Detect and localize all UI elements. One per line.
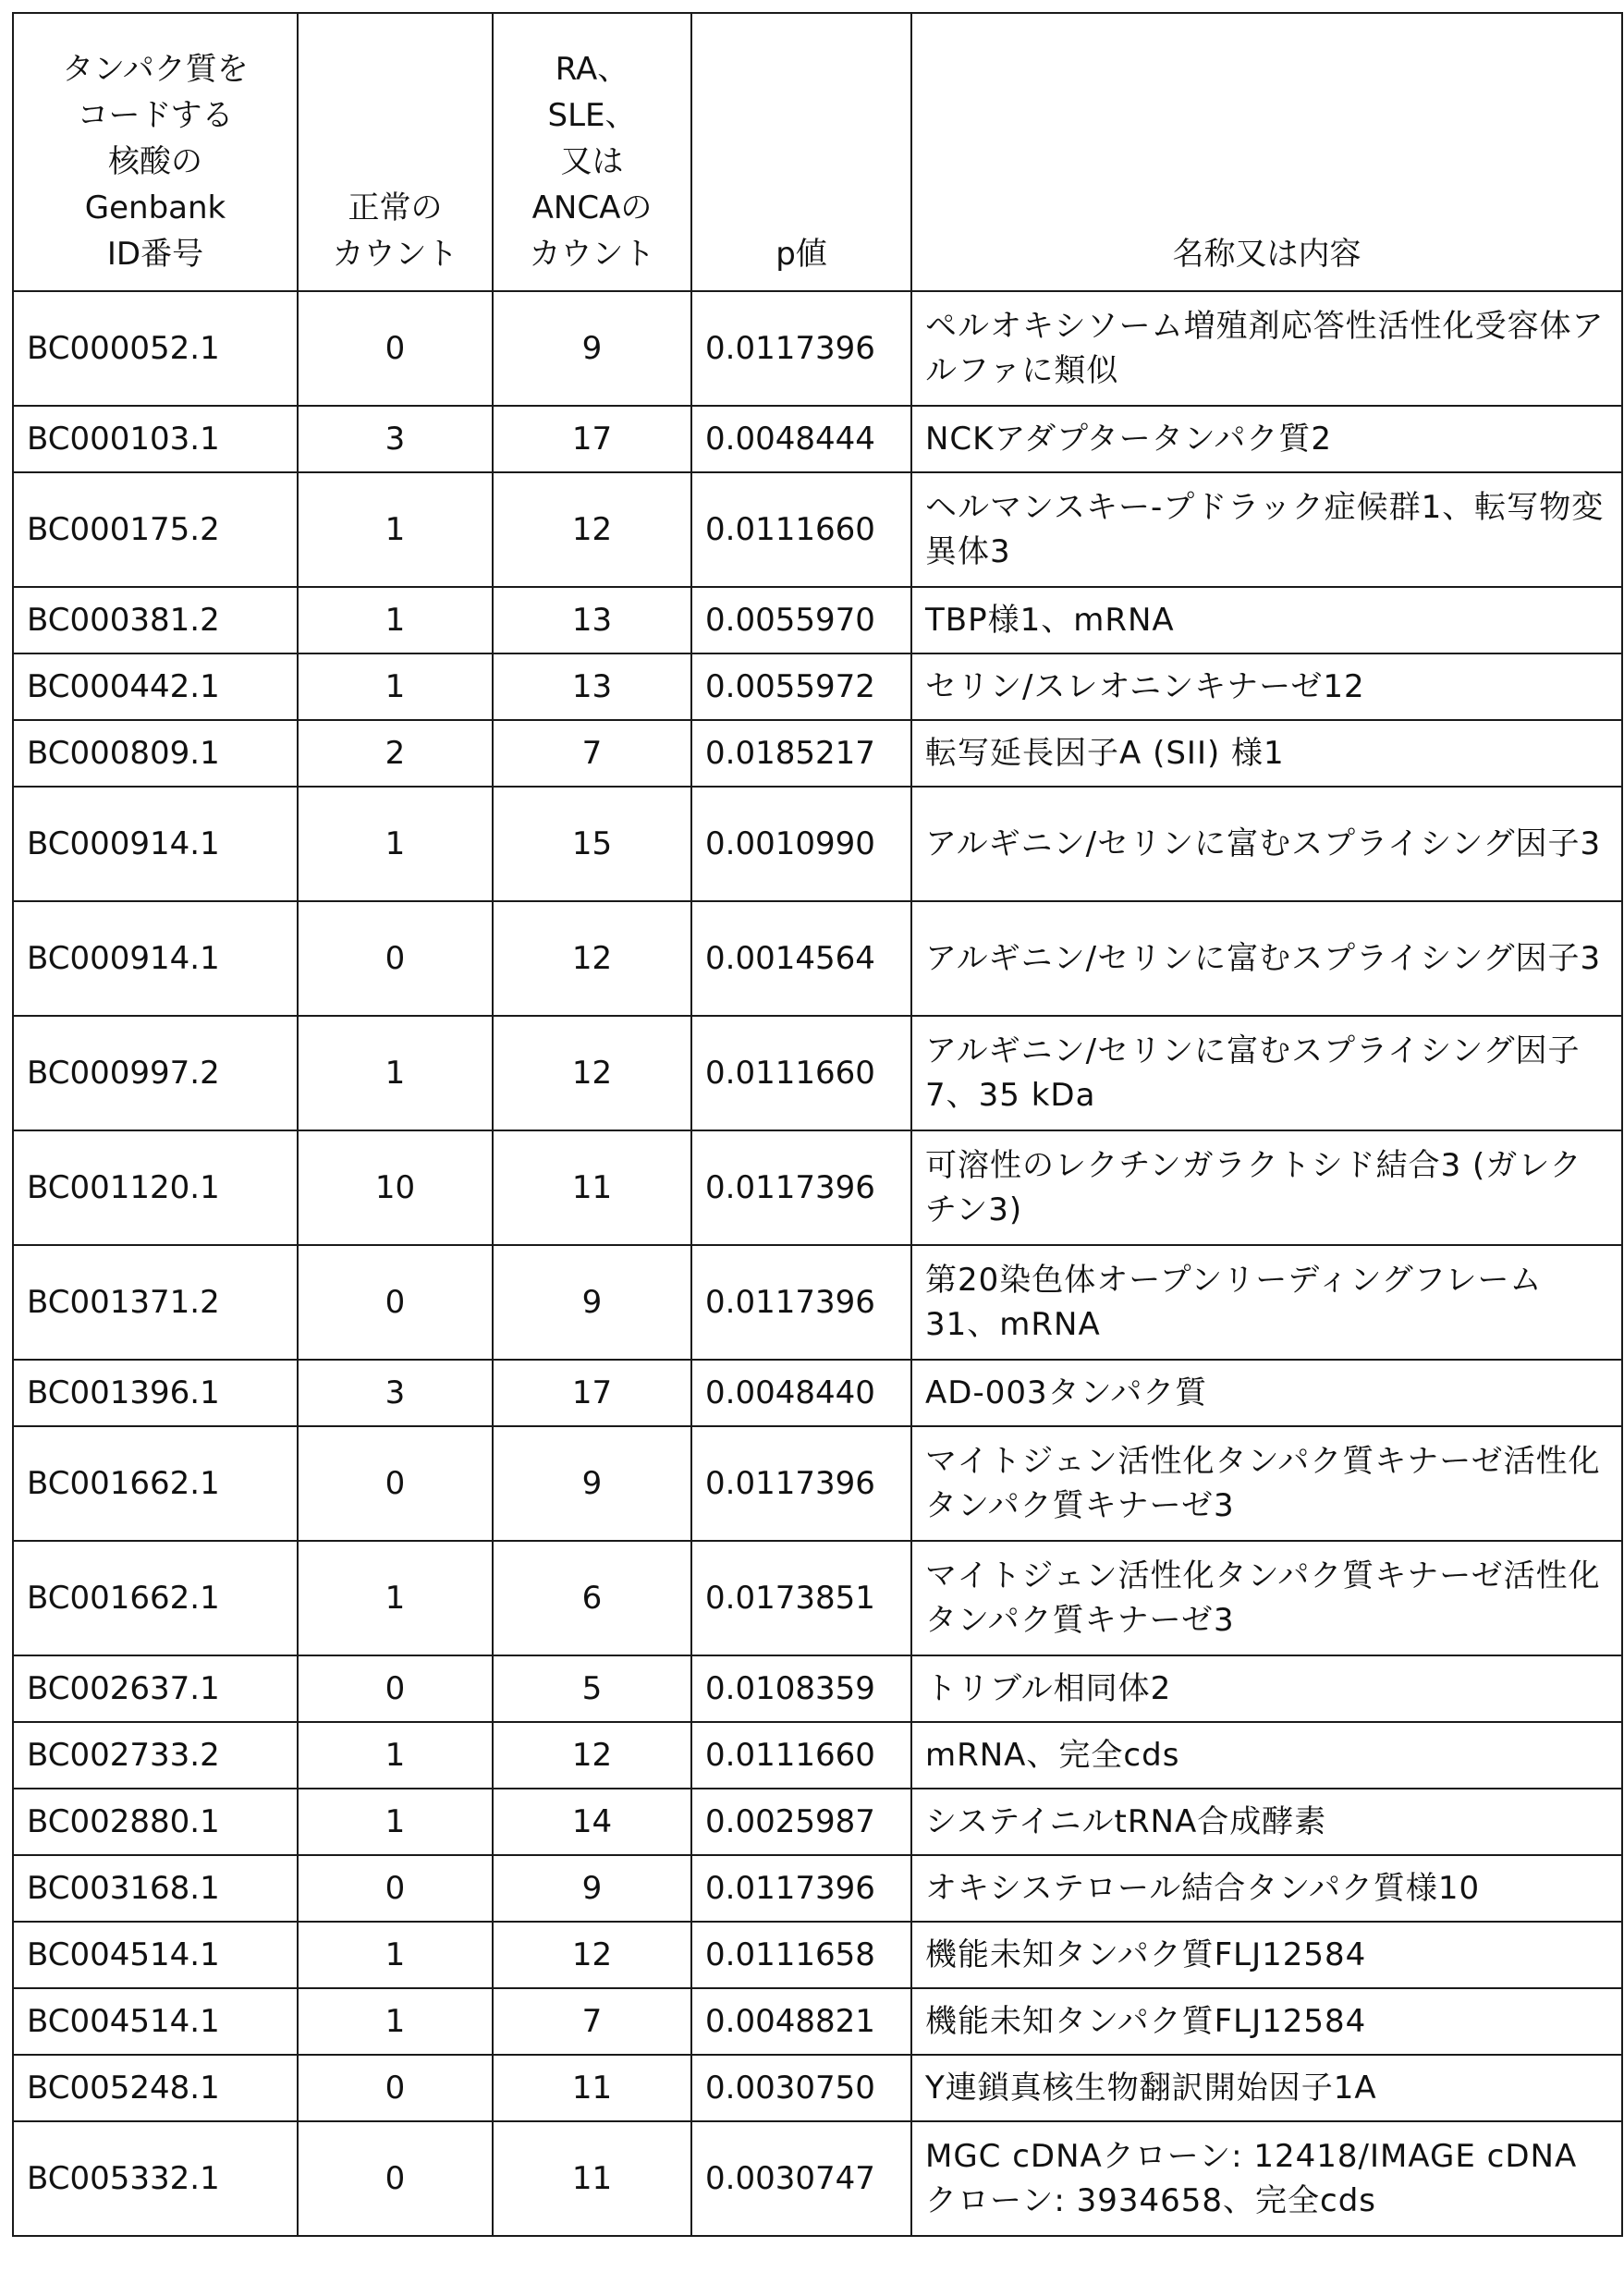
disease-count-cell: 12 xyxy=(493,1016,691,1130)
description-cell: 機能未知タンパク質FLJ12584 xyxy=(911,1922,1622,1988)
p-value-cell: 0.0055972 xyxy=(691,653,911,720)
genbank-id-cell: BC002733.2 xyxy=(13,1722,298,1789)
header-line: カウント xyxy=(507,231,678,277)
header-row xyxy=(13,13,1622,291)
header-line: Genbank xyxy=(27,185,284,231)
normal-count-cell: 1 xyxy=(298,787,493,901)
disease-count-cell: 17 xyxy=(493,1360,691,1426)
p-value-cell: 0.0030747 xyxy=(691,2121,911,2236)
description-cell: Y連鎖真核生物翻訳開始因子1A xyxy=(911,2055,1622,2121)
p-value-cell: 0.0048444 xyxy=(691,406,911,472)
table-row xyxy=(13,1722,1622,1789)
normal-count-cell: 1 xyxy=(298,1922,493,1988)
table-row xyxy=(13,901,1622,1016)
p-value-cell: 0.0025987 xyxy=(691,1789,911,1855)
table-row xyxy=(13,406,1622,472)
p-value-cell: 0.0048440 xyxy=(691,1360,911,1426)
description-cell: アルギニン/セリンに富むスプライシング因子3 xyxy=(911,787,1622,901)
description-cell: AD-003タンパク質 xyxy=(911,1360,1622,1426)
header-line: RA、 xyxy=(507,46,678,92)
description-cell: アルギニン/セリンに富むスプライシング因子3 xyxy=(911,901,1622,1016)
data-table xyxy=(12,12,1623,2237)
normal-count-cell: 0 xyxy=(298,2121,493,2236)
header-line: p値 xyxy=(705,231,897,277)
genbank-id-cell: BC002637.1 xyxy=(13,1655,298,1722)
normal-count-cell: 0 xyxy=(298,2055,493,2121)
disease-count-cell: 11 xyxy=(493,2121,691,2236)
genbank-id-cell: BC000914.1 xyxy=(13,901,298,1016)
genbank-id-cell: BC000175.2 xyxy=(13,472,298,587)
normal-count-cell: 1 xyxy=(298,1541,493,1655)
header-line: カウント xyxy=(311,231,479,277)
p-value-cell: 0.0173851 xyxy=(691,1541,911,1655)
normal-count-cell: 0 xyxy=(298,1855,493,1922)
disease-count-cell: 12 xyxy=(493,1922,691,1988)
genbank-id-cell: BC005248.1 xyxy=(13,2055,298,2121)
normal-count-cell: 1 xyxy=(298,1789,493,1855)
disease-count-cell: 9 xyxy=(493,1426,691,1541)
description-cell: オキシステロール結合タンパク質様10 xyxy=(911,1855,1622,1922)
normal-count-cell: 1 xyxy=(298,1988,493,2055)
table-row xyxy=(13,1426,1622,1541)
table-row xyxy=(13,1855,1622,1922)
table-row xyxy=(13,653,1622,720)
header-normal-count xyxy=(298,13,493,291)
p-value-cell: 0.0055970 xyxy=(691,587,911,653)
description-cell: マイトジェン活性化タンパク質キナーゼ活性化タンパク質キナーゼ3 xyxy=(911,1426,1622,1541)
normal-count-cell: 3 xyxy=(298,1360,493,1426)
normal-count-cell: 2 xyxy=(298,720,493,787)
description-cell: トリブル相同体2 xyxy=(911,1655,1622,1722)
disease-count-cell: 15 xyxy=(493,787,691,901)
genbank-id-cell: BC000103.1 xyxy=(13,406,298,472)
table-row xyxy=(13,1988,1622,2055)
description-cell: TBP様1、mRNA xyxy=(911,587,1622,653)
normal-count-cell: 0 xyxy=(298,291,493,406)
normal-count-cell: 1 xyxy=(298,587,493,653)
p-value-cell: 0.0048821 xyxy=(691,1988,911,2055)
description-cell: システイニルtRNA合成酵素 xyxy=(911,1789,1622,1855)
header-p-value xyxy=(691,13,911,291)
header-line: タンパク質を xyxy=(27,46,284,92)
disease-count-cell: 14 xyxy=(493,1789,691,1855)
p-value-cell: 0.0108359 xyxy=(691,1655,911,1722)
description-cell: 第20染色体オープンリーディングフレーム31、mRNA xyxy=(911,1245,1622,1360)
p-value-cell: 0.0014564 xyxy=(691,901,911,1016)
table-row xyxy=(13,472,1622,587)
disease-count-cell: 5 xyxy=(493,1655,691,1722)
genbank-id-cell: BC004514.1 xyxy=(13,1988,298,2055)
table-row xyxy=(13,1130,1622,1245)
disease-count-cell: 7 xyxy=(493,720,691,787)
genbank-id-cell: BC000809.1 xyxy=(13,720,298,787)
description-cell: mRNA、完全cds xyxy=(911,1722,1622,1789)
genbank-id-cell: BC000914.1 xyxy=(13,787,298,901)
disease-count-cell: 7 xyxy=(493,1988,691,2055)
table-row xyxy=(13,1655,1622,1722)
disease-count-cell: 13 xyxy=(493,587,691,653)
header-line: 名称又は内容 xyxy=(925,231,1608,277)
genbank-id-cell: BC001662.1 xyxy=(13,1541,298,1655)
disease-count-cell: 9 xyxy=(493,1245,691,1360)
genbank-id-cell: BC000381.2 xyxy=(13,587,298,653)
table-row xyxy=(13,1922,1622,1988)
p-value-cell: 0.0117396 xyxy=(691,1130,911,1245)
normal-count-cell: 1 xyxy=(298,472,493,587)
p-value-cell: 0.0117396 xyxy=(691,1245,911,1360)
p-value-cell: 0.0117396 xyxy=(691,1426,911,1541)
genbank-id-cell: BC003168.1 xyxy=(13,1855,298,1922)
p-value-cell: 0.0185217 xyxy=(691,720,911,787)
header-line: ID番号 xyxy=(27,231,284,277)
normal-count-cell: 0 xyxy=(298,1655,493,1722)
disease-count-cell: 13 xyxy=(493,653,691,720)
genbank-id-cell: BC000442.1 xyxy=(13,653,298,720)
description-cell: 機能未知タンパク質FLJ12584 xyxy=(911,1988,1622,2055)
p-value-cell: 0.0111660 xyxy=(691,1016,911,1130)
normal-count-cell: 1 xyxy=(298,1722,493,1789)
table-row xyxy=(13,787,1622,901)
table-row xyxy=(13,1541,1622,1655)
table-row xyxy=(13,720,1622,787)
disease-count-cell: 11 xyxy=(493,1130,691,1245)
description-cell: MGC cDNAクローン: 12418/IMAGE cDNAクローン: 3934658、完全cds xyxy=(911,2121,1622,2236)
genbank-id-cell: BC001371.2 xyxy=(13,1245,298,1360)
genbank-id-cell: BC002880.1 xyxy=(13,1789,298,1855)
table-row xyxy=(13,1789,1622,1855)
table-row xyxy=(13,587,1622,653)
table-row xyxy=(13,291,1622,406)
disease-count-cell: 12 xyxy=(493,472,691,587)
genbank-id-cell: BC001396.1 xyxy=(13,1360,298,1426)
p-value-cell: 0.0111658 xyxy=(691,1922,911,1988)
normal-count-cell: 1 xyxy=(298,1016,493,1130)
disease-count-cell: 9 xyxy=(493,291,691,406)
header-line: コードする xyxy=(27,92,284,139)
normal-count-cell: 0 xyxy=(298,1245,493,1360)
disease-count-cell: 9 xyxy=(493,1855,691,1922)
genbank-id-cell: BC001662.1 xyxy=(13,1426,298,1541)
disease-count-cell: 12 xyxy=(493,901,691,1016)
table-row xyxy=(13,1360,1622,1426)
header-line: SLE、 xyxy=(507,92,678,139)
genbank-id-cell: BC001120.1 xyxy=(13,1130,298,1245)
disease-count-cell: 6 xyxy=(493,1541,691,1655)
normal-count-cell: 10 xyxy=(298,1130,493,1245)
genbank-id-cell: BC004514.1 xyxy=(13,1922,298,1988)
genbank-id-cell: BC000052.1 xyxy=(13,291,298,406)
description-cell: 転写延長因子A (SII) 様1 xyxy=(911,720,1622,787)
description-cell: ヘルマンスキー-プドラック症候群1、転写物変異体3 xyxy=(911,472,1622,587)
header-name-description xyxy=(911,13,1622,291)
p-value-cell: 0.0030750 xyxy=(691,2055,911,2121)
table-row xyxy=(13,1016,1622,1130)
description-cell: 可溶性のレクチンガラクトシド結合3 (ガレクチン3) xyxy=(911,1130,1622,1245)
description-cell: NCKアダプタータンパク質2 xyxy=(911,406,1622,472)
description-cell: ペルオキシソーム増殖剤応答性活性化受容体アルファに類似 xyxy=(911,291,1622,406)
header-line: 又は xyxy=(507,139,678,185)
table-row xyxy=(13,2055,1622,2121)
header-disease-count xyxy=(493,13,691,291)
genbank-id-cell: BC000997.2 xyxy=(13,1016,298,1130)
disease-count-cell: 12 xyxy=(493,1722,691,1789)
table-row xyxy=(13,2121,1622,2236)
table-body xyxy=(13,291,1622,2236)
p-value-cell: 0.0010990 xyxy=(691,787,911,901)
disease-count-cell: 17 xyxy=(493,406,691,472)
description-cell: セリン/スレオニンキナーゼ12 xyxy=(911,653,1622,720)
p-value-cell: 0.0111660 xyxy=(691,1722,911,1789)
normal-count-cell: 0 xyxy=(298,901,493,1016)
p-value-cell: 0.0117396 xyxy=(691,1855,911,1922)
genbank-id-cell: BC005332.1 xyxy=(13,2121,298,2236)
normal-count-cell: 3 xyxy=(298,406,493,472)
p-value-cell: 0.0111660 xyxy=(691,472,911,587)
normal-count-cell: 1 xyxy=(298,653,493,720)
header-genbank-id xyxy=(13,13,298,291)
header-line: ANCAの xyxy=(507,185,678,231)
description-cell: マイトジェン活性化タンパク質キナーゼ活性化タンパク質キナーゼ3 xyxy=(911,1541,1622,1655)
header-line: 核酸の xyxy=(27,139,284,185)
header-line: 正常の xyxy=(311,185,479,231)
disease-count-cell: 11 xyxy=(493,2055,691,2121)
p-value-cell: 0.0117396 xyxy=(691,291,911,406)
table-row xyxy=(13,1245,1622,1360)
description-cell: アルギニン/セリンに富むスプライシング因子7、35 kDa xyxy=(911,1016,1622,1130)
normal-count-cell: 0 xyxy=(298,1426,493,1541)
